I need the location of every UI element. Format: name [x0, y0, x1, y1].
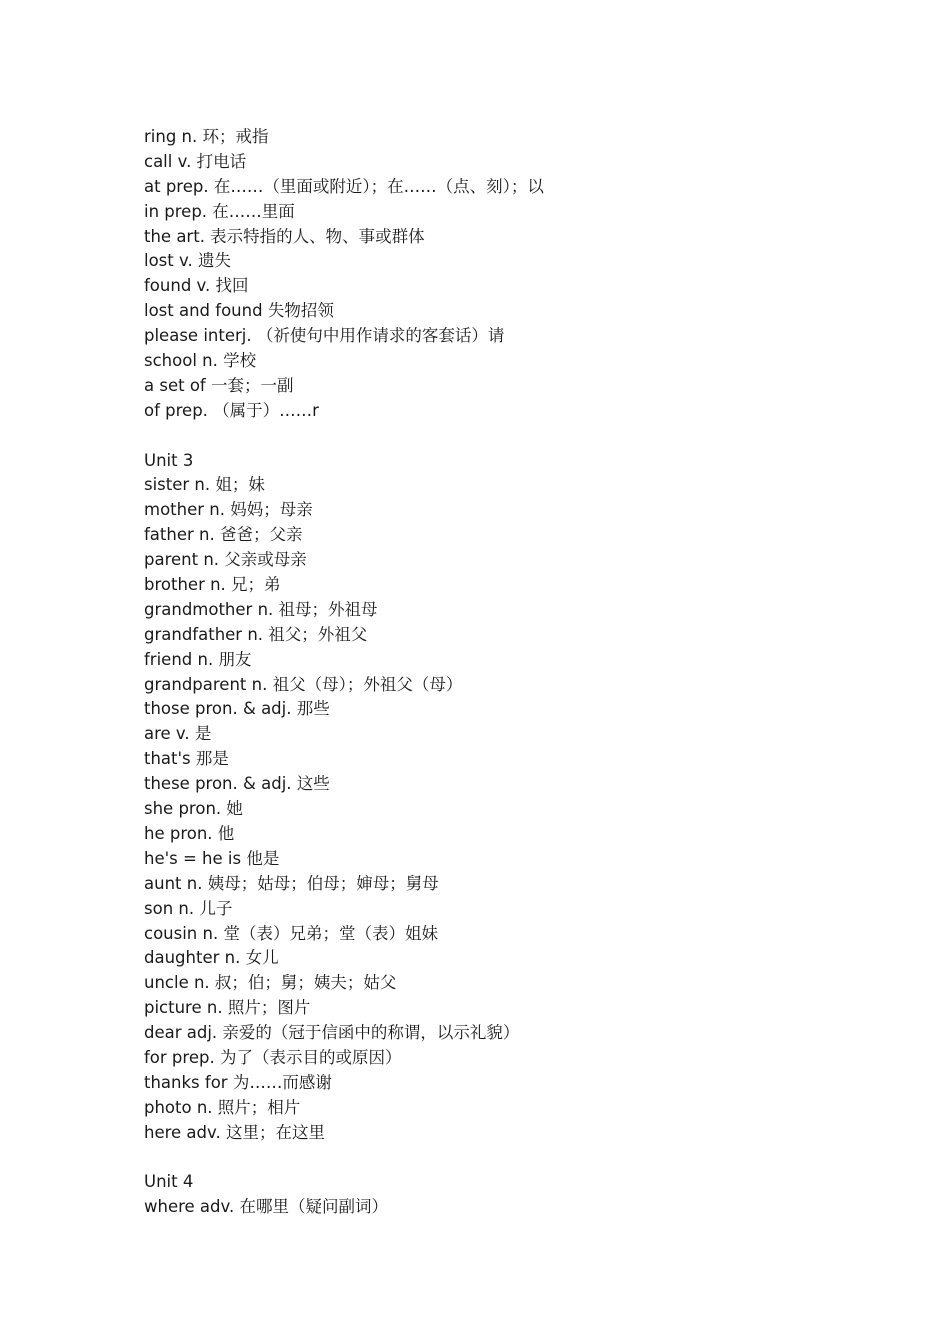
vocab-line: grandparent n. 祖父（母）；外祖父（母）	[144, 674, 463, 694]
vocab-line: school n. 学校	[144, 351, 257, 371]
vocab-line: grandfather n. 祖父；外祖父	[144, 624, 368, 644]
vocab-line: the art. 表示特指的人、物、事或群体	[144, 226, 425, 246]
unit-heading: Unit 4	[144, 1172, 194, 1192]
vocab-line: he's = he is 他是	[144, 848, 280, 868]
spacer	[144, 424, 844, 449]
vocabulary-list	[144, 125, 844, 1220]
vocab-line: ring n. 环；戒指	[144, 127, 269, 146]
vocab-line: that's 那是	[144, 749, 229, 769]
vocab-line: father n. 爸爸；父亲	[144, 525, 303, 545]
vocab-line: those pron. & adj. 那些	[144, 699, 330, 719]
vocab-line: for prep. 为了（表示目的或原因）	[144, 1047, 402, 1067]
vocab-line: call v. 打电话	[144, 151, 247, 171]
vocab-line: sister n. 姐；妹	[144, 475, 265, 495]
vocab-line: cousin n. 堂（表）兄弟；堂（表）姐妹	[144, 923, 438, 943]
vocab-line: photo n. 照片；相片	[144, 1097, 301, 1117]
vocab-line: uncle n. 叔；伯；舅；姨夫；姑父	[144, 973, 397, 993]
vocab-line: of prep. （属于）……r	[144, 400, 319, 420]
vocab-line: picture n. 照片；图片	[144, 998, 311, 1018]
unit-heading: Unit 3	[144, 450, 194, 470]
vocab-line: mother n. 妈妈；母亲	[144, 500, 313, 520]
vocab-line: aunt n. 姨母；姑母；伯母；婶母；舅母	[144, 873, 439, 893]
vocab-line: thanks for 为……而感谢	[144, 1072, 332, 1092]
vocab-line: daughter n. 女儿	[144, 948, 279, 968]
vocab-line: son n. 儿子	[144, 898, 233, 918]
vocab-line: here adv. 这里；在这里	[144, 1122, 325, 1142]
vocab-line: where adv. 在哪里（疑问副词）	[144, 1197, 388, 1217]
vocab-line: please interj. （祈使句中用作请求的客套话）请	[144, 326, 505, 346]
vocab-line: she pron. 她	[144, 799, 243, 819]
vocab-line: are v. 是	[144, 724, 212, 744]
vocab-line: lost and found 失物招领	[144, 301, 334, 321]
vocab-line: these pron. & adj. 这些	[144, 774, 330, 794]
vocab-line: grandmother n. 祖母；外祖母	[144, 599, 378, 619]
vocab-line: lost v. 遗失	[144, 251, 231, 271]
spacer	[144, 1146, 844, 1171]
vocab-line: he pron. 他	[144, 823, 235, 843]
vocab-line: at prep. 在……（里面或附近）；在……（点、刻）；以	[144, 176, 544, 196]
vocab-line: parent n. 父亲或母亲	[144, 550, 307, 570]
vocab-line: found v. 找回	[144, 276, 249, 296]
vocab-line: dear adj. 亲爱的（冠于信函中的称谓，以示礼貌）	[144, 1023, 520, 1043]
vocab-line: brother n. 兄；弟	[144, 575, 281, 595]
vocab-line: friend n. 朋友	[144, 649, 252, 669]
vocab-line: in prep. 在……里面	[144, 201, 295, 221]
vocab-line: a set of 一套；一副	[144, 375, 294, 395]
